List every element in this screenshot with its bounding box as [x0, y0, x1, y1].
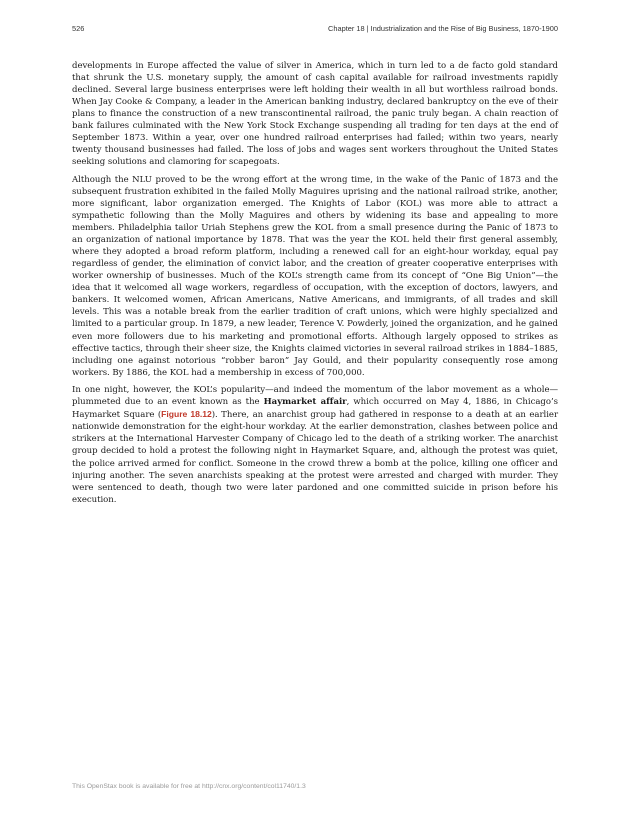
paragraph-text: In one night, however, the KOL’s popularity—and indeed the momentum of the labor movement as a whole—plummeted due to an event known as the: [72, 385, 558, 408]
paragraph-knights-of-labor: Although the NLU proved to be the wrong effort at the wrong time, in the wake of the Panic of 1873 and the subsequent frustration exhibited in the failed Molly Maguires uprising and the national railroad strike, another, more significant, labor organization emerged. The Knights of Labor (KOL) was more able to attract a sympathetic following than the Molly Maguires and others by widening its base and appealing to more members. Philadelphia tailor Uriah Stephens grew the KOL from a small presence during the Panic of 1873 to an organization of national importance by 1878. That was the year the KOL held their first general assembly, where they adopted a broad reform platform, including a renewed call for an eight-hour workday, equal pay regardless of gender, the elimination of convict labor, and the creation of greater cooperative enterprises with worker ownership of businesses. Much of the KOL’s strength came from its concept of “One Big Union”—the idea that it welcomed all wage workers, regardless of occupation, with the exception of doctors, lawyers, and bankers. It welcomed women, African Americans, Native Americans, and immigrants, of all trades and skill levels. This was a notable break from the earlier tradition of craft unions, which were highly specialized and limited to a particular group. In 1879, a new leader, Terence V. Powderly, joined the organization, and he gained even more followers due to his marketing and promotional efforts. Although largely opposed to strikes as effective tactics, through their sheer size, the Knights claimed victories in several railroad strikes in 1884–1885, including one against notorious “robber baron” Jay Gould, and their popularity consequently rose among workers. By 1886, the KOL had a membership in excess of 700,000.: [72, 174, 558, 378]
key-term-haymarket-affair: Haymarket affair: [263, 397, 347, 408]
paragraph-panic-of-1873: developments in Europe affected the value of silver in America, which in turn led to a de facto gold standard that shrunk the U.S. monetary supply, the amount of cash capital available for railroad investments rapidly declined. Several large business enterprises were left holding their wealth in all but worthless railroad bonds. When Jay Cooke & Company, a leader in the American banking industry, declared bankruptcy on the eve of their plans to finance the construction of a new transcontinental railroad, the panic truly began. A chain reaction of bank failures culminated with the New York Stock Exchange suspending all trading for ten days at the end of September 1873. Within a year, over one hundred railroad enterprises had failed; within two years, nearly twenty thousand businesses had failed. The loss of jobs and wages sent workers throughout the United States seeking solutions and clamoring for scapegoats.: [72, 61, 558, 168]
paragraph-text: ). There, an anarchist group had gathered in response to a death at an earlier nationwide demonstration for the eight-hour workday. At the earlier demonstration, clashes between police and strikers at the International Harvester Company of Chicago led to the death of a striking worker. The anarchist group decided to hold a protest the following night in Haymarket Square, and, although the protest was quiet, the police arrived armed for conflict. Someone in the crowd threw a bomb at the police, killing one officer and injuring another. The seven anarchists speaking at the protest were arrested and charged with murder. They were sentenced to death, though two were later pardoned and one committed suicide in prison before his execution.: [72, 410, 558, 505]
paragraph-text: , which occurred on May 4, 1886, in Chicago’s Haymarket Square (: [72, 397, 558, 421]
page-footer: This OpenStax book is available for free at http://cnx.org/content/col11740/1.3: [72, 783, 306, 790]
paragraph-haymarket: [72, 384, 558, 505]
page-header: [72, 24, 558, 38]
running-head: Chapter 18 | Industrialization and the Rise of Big Business, 1870-1900: [328, 24, 558, 33]
page-number: 526: [72, 24, 85, 33]
body-text: [72, 60, 558, 511]
figure-link[interactable]: Figure 18.12: [161, 409, 212, 420]
